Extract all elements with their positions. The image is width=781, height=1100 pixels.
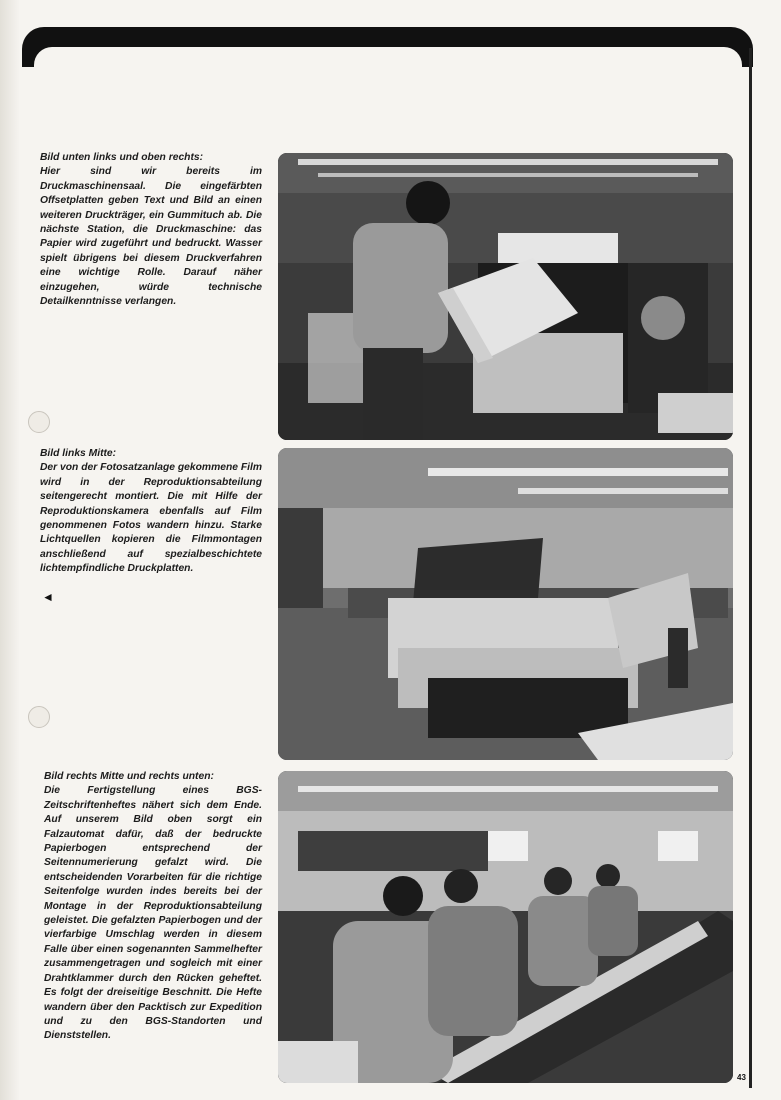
caption-body: Hier sind wir bereits im Druckmaschinensaal. Die eingefärbten Offsetplatten geben Text und Bild an einen weiteren Druckträger, ein Gummituch ab. Die nächste Station, die Druckmaschine: das Papier wird zugeführt und bedruckt. Wasser spielt übrigens bei diesem Druckverfahren eine wichtige Rolle. Darauf näher einzugehen, würde technische Detailkenntnisse verlangen. xyxy=(40,166,262,308)
photo-folding-machine-image xyxy=(278,448,733,760)
photo-press-operator xyxy=(278,153,733,440)
caption-body: Der von der Fotosatzanlage gekommene Film wird in der Reproduktionsabteilung seitengerecht montiert. Die mit Hilfe der Reproduktionskamera ebenfalls auf Film genommenen Fotos wandern hinzu. Starke Lichtquellen kopieren die Filmmontagen anschließend auf spezialbeschichtete lichtempfindliche Druckplatten. xyxy=(40,462,263,575)
punch-hole-lower xyxy=(28,706,50,728)
page-number: 43 xyxy=(737,1073,746,1082)
photo-gathering-stitcher xyxy=(278,771,733,1083)
photo-press-operator-image xyxy=(278,153,733,440)
left-arrow-icon: ◄ xyxy=(42,590,54,604)
caption-heading: Bild links Mitte: xyxy=(40,448,117,459)
photo-gathering-stitcher-image xyxy=(278,771,733,1083)
caption-heading: Bild rechts Mitte und rechts unten: xyxy=(44,771,214,782)
caption-body: Die Fertigstellung eines BGS-Zeitschriftenheftes nähert sich dem Ende. Auf unserem Bild oben sorgt ein Falzautomat dafür, daß der bedruckte Papierbogen entsprechend der Seitennumerierung gefalzt wird. Die entscheidenden Vorarbeiten für die richtige Seitenfolge wurden indes bereits bei der Montage in der Reproduktionsabteilung geleistet. Die gefalzten Papierbogen und der vierfarbige Umschlag werden in diesem Falle über einen sogenannten Sammelhefter zusammengetragen und sogleich mit einer Drahtklammer durch den Rücken geheftet. Es folgt der dreiseitige Beschnitt. Die Hefte wandern über den Packtisch zur Expedition und zu den BGS-Standorten und Dienststellen. xyxy=(44,785,262,1042)
caption-printing-room xyxy=(40,151,262,309)
caption-heading: Bild unten links und oben rechts: xyxy=(40,152,204,163)
page-edge-shadow xyxy=(0,0,20,1100)
top-border-inner xyxy=(34,47,742,77)
punch-hole-upper xyxy=(28,411,50,433)
photo-folding-machine xyxy=(278,448,733,760)
right-border-rule xyxy=(749,48,752,1088)
caption-binding xyxy=(44,770,262,1044)
caption-reproduction xyxy=(40,447,262,577)
